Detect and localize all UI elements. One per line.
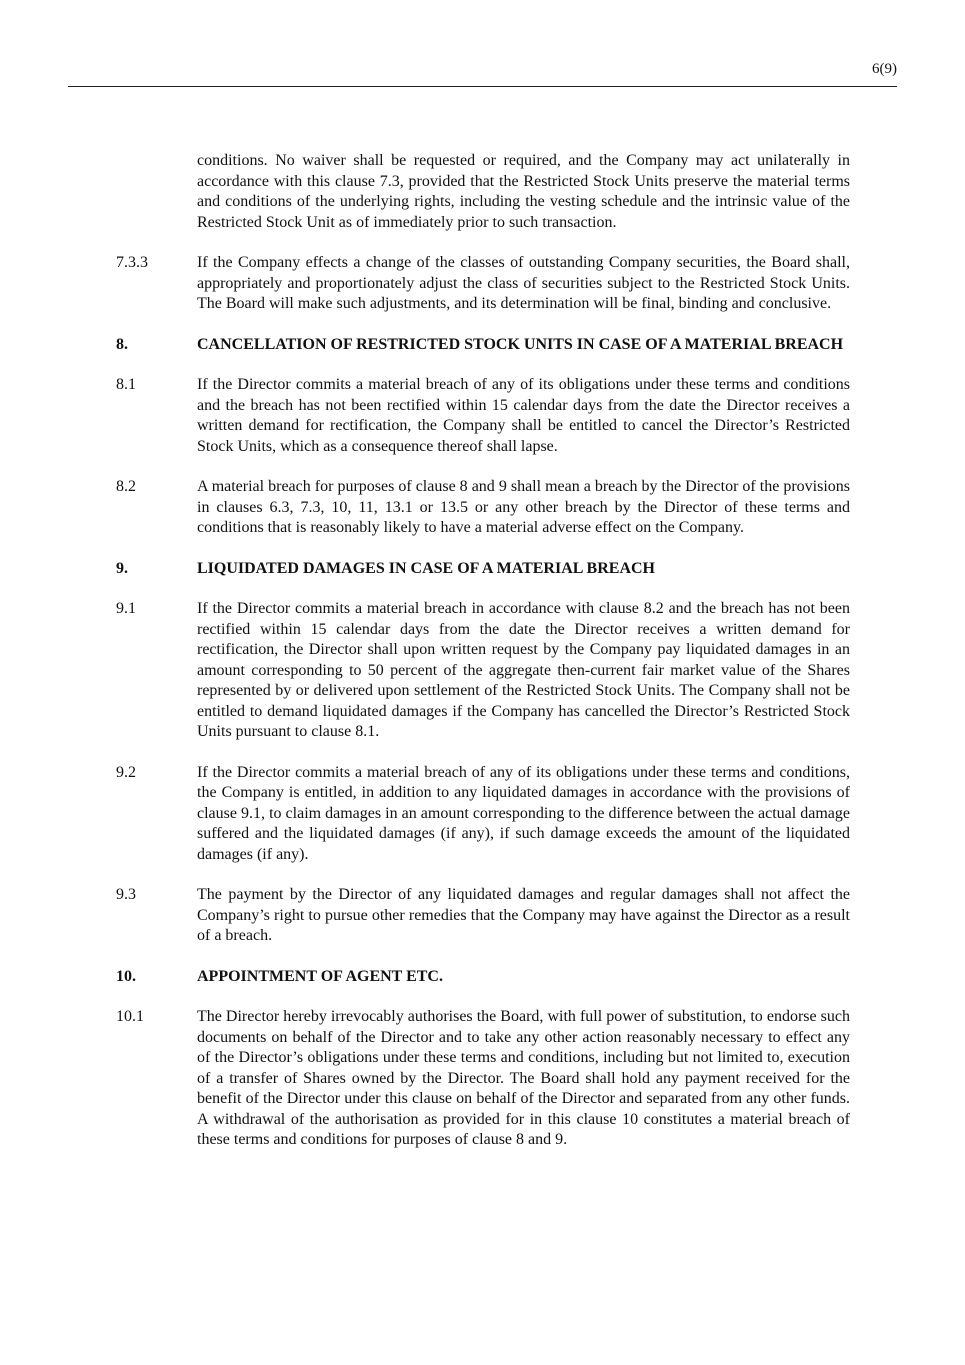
clause-number: 9.1 <box>116 600 136 617</box>
section-number: 9. <box>116 559 128 577</box>
clause-8-2 <box>116 477 850 539</box>
continued-paragraph: conditions. No waiver shall be requested or required, and the Company may act unilaterally in accordance with this clause 7.3, provided that the Restricted Stock Units preserve the material terms and conditions of the underlying rights, including the vesting schedule and the intrinsic value of the Restricted Stock Unit as of immediately prior to such transaction. <box>197 152 850 231</box>
clause-text: The payment by the Director of any liquidated damages and regular damages shall not affect the Company’s right to pursue other remedies that the Company may have against the Director as a result of a breach. <box>197 886 850 944</box>
clause-10-1 <box>116 1007 850 1151</box>
section-number: 10. <box>116 967 136 985</box>
clause-text: A material breach for purposes of clause 8 and 9 shall mean a breach by the Director of the provisions in clauses 6.3, 7.3, 10, 11, 13.1 or 13.5 or any other breach by the Director of these terms and conditions that is reasonably likely to have a material adverse effect on the Company. <box>197 478 850 536</box>
clause-number: 7.3.3 <box>116 254 148 271</box>
section-heading-8 <box>116 335 850 356</box>
header-divider <box>68 86 897 87</box>
clause-9-1 <box>116 599 850 743</box>
clause-number: 8.2 <box>116 478 136 495</box>
document-body <box>116 151 850 1171</box>
clause-text: If the Director commits a material breach in accordance with clause 8.2 and the breach has not been rectified within 15 calendar days from the date the Director receives a written demand for rectification, the Director shall upon written request by the Company pay liquidated damages in an amount corresponding to 50 percent of the aggregate then-current fair market value of the Shares represented by or delivered upon settlement of the Restricted Stock Units. The Company shall not be entitled to demand liquidated damages if the Company has cancelled the Director’s Restricted Stock Units pursuant to clause 8.1. <box>197 600 850 740</box>
clause-9-2 <box>116 763 850 866</box>
section-title: LIQUIDATED DAMAGES IN CASE OF A MATERIAL BREACH <box>197 559 655 577</box>
clause-text: If the Director commits a material breach of any of its obligations under these terms and conditions, the Company is entitled, in addition to any liquidated damages in accordance with the provisions of clause 9.1, to claim damages in an amount corresponding to the difference between the actual damage suffered and the liquidated damages (if any), if such damage exceeds the amount of the liquidated damages (if any). <box>197 763 850 863</box>
clause-text: The Director hereby irrevocably authorises the Board, with full power of substitution, to endorse such documents on behalf of the Director and to take any other action reasonably necessary to effect any of the Director’s obligations under these terms and conditions, including but not limited to, execution of a transfer of Shares owned by the Director. The Board shall hold any payment received for the benefit of the Director under this clause on behalf of the Director and separated from any other funds. A withdrawal of the authorisation as provided for in this clause 10 constitutes a material breach of these terms and conditions for purposes of clause 8 and 9. <box>197 1008 850 1148</box>
section-title: APPOINTMENT OF AGENT ETC. <box>197 967 443 985</box>
clause-number: 10.1 <box>116 1008 144 1025</box>
section-heading-9 <box>116 559 850 580</box>
section-title: CANCELLATION OF RESTRICTED STOCK UNITS IN CASE OF A MATERIAL BREACH <box>197 335 844 353</box>
clause-8-1 <box>116 375 850 457</box>
section-number: 8. <box>116 335 128 353</box>
clause-text: If the Company effects a change of the classes of outstanding Company securities, the Board shall, appropriately and proportionately adjust the class of securities subject to the Restricted Stock Units. The Board will make such adjustments, and its determination will be final, binding and conclusive. <box>197 254 850 312</box>
clause-number: 9.3 <box>116 886 136 903</box>
clause-number: 8.1 <box>116 376 136 393</box>
page-number: 6(9) <box>872 61 897 77</box>
clause-9-3 <box>116 885 850 947</box>
section-heading-10 <box>116 967 850 988</box>
clause-number: 9.2 <box>116 763 136 781</box>
clause-7-3-3 <box>116 253 850 315</box>
clause-text: If the Director commits a material breach of any of its obligations under these terms and conditions and the breach has not been rectified within 15 calendar days from the date the Director receives a written demand for rectification, the Company shall be entitled to cancel the Director’s Restricted Stock Units, which as a consequence thereof shall lapse. <box>197 376 850 455</box>
